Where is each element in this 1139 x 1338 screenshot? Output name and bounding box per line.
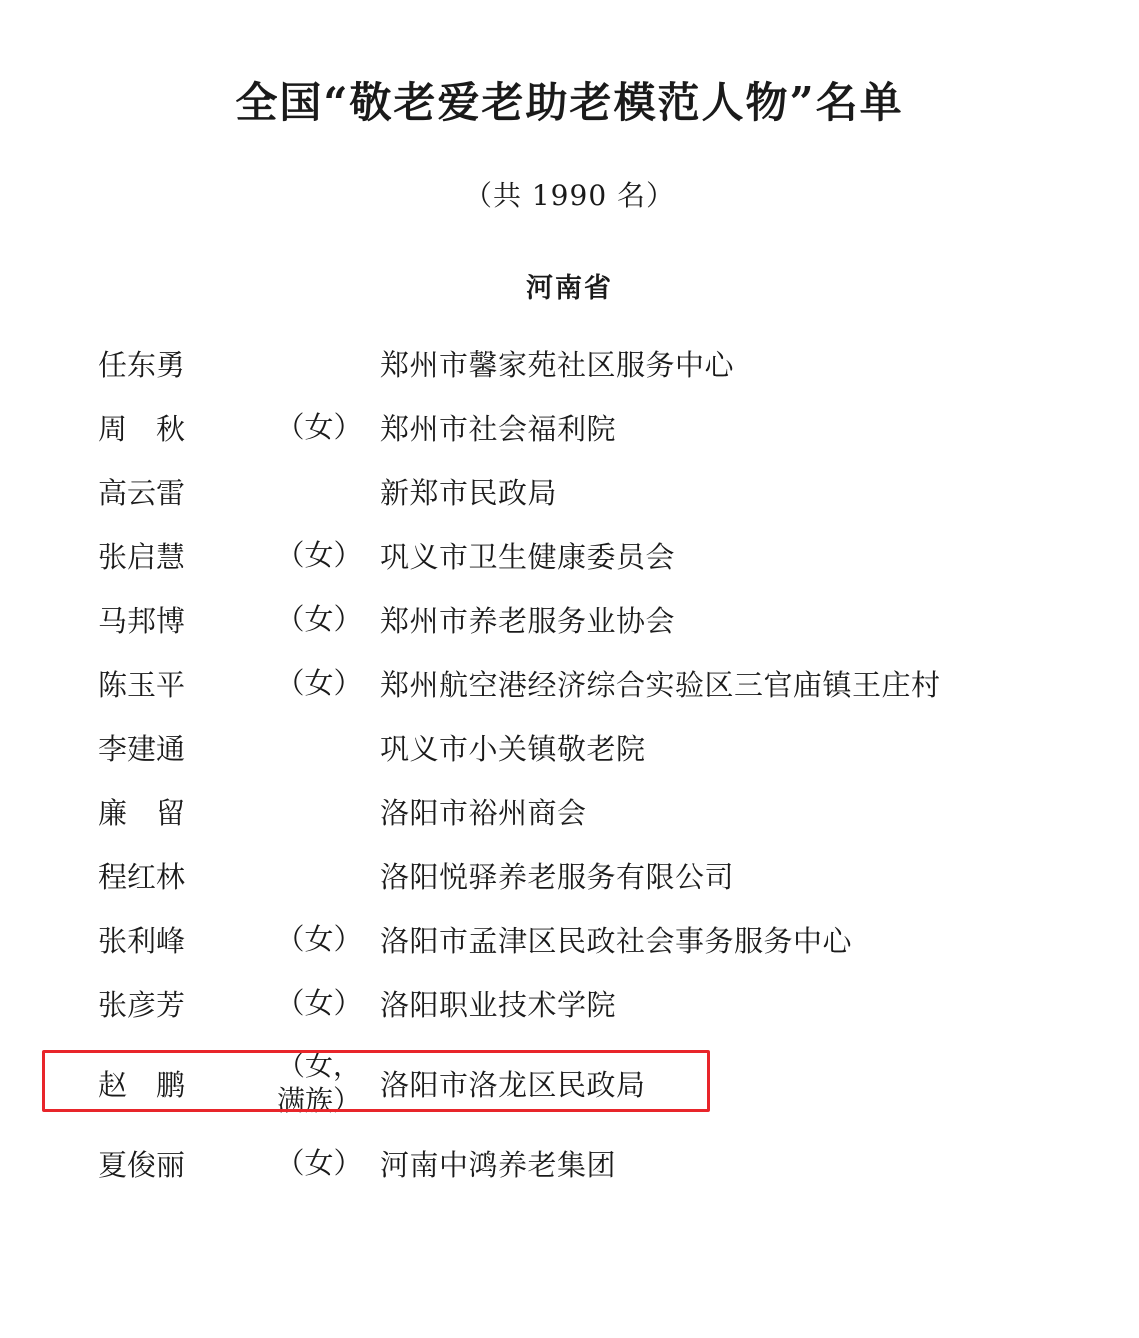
person-organization: 郑州航空港经济综合实验区三官庙镇王庄村 <box>380 667 941 702</box>
list-item <box>0 1035 1139 1131</box>
page-title: 全国“敬老爱老助老模范人物”名单 <box>235 78 904 127</box>
document-page <box>0 78 1139 1338</box>
person-organization: 洛阳悦驿养老服务有限公司 <box>380 859 735 894</box>
list-item <box>0 651 1139 715</box>
list-item <box>0 907 1139 971</box>
list-item <box>0 715 1139 779</box>
person-note: （女） <box>275 921 363 956</box>
list-item <box>0 1131 1139 1195</box>
section-heading: 河南省 <box>526 273 613 305</box>
list-item <box>0 459 1139 523</box>
person-organization: 洛阳职业技术学院 <box>380 987 617 1022</box>
person-name: 马邦博 <box>98 603 186 638</box>
person-name: 高云雷 <box>98 475 186 510</box>
person-organization: 洛阳市洛龙区民政局 <box>380 1067 646 1102</box>
person-name: 张彦芳 <box>98 987 186 1022</box>
list-item <box>0 523 1139 587</box>
person-organization: 洛阳市裕州商会 <box>380 795 587 830</box>
person-name: 张启慧 <box>98 539 186 574</box>
person-organization: 洛阳市孟津区民政社会事务服务中心 <box>380 923 853 958</box>
person-note: （女） <box>275 601 363 636</box>
person-name: 夏俊丽 <box>98 1147 186 1182</box>
person-name: 廉 留 <box>98 795 186 830</box>
list-item <box>0 843 1139 907</box>
person-organization: 郑州市养老服务业协会 <box>380 603 676 638</box>
page-subtitle: （共 1990 名） <box>463 179 676 213</box>
person-organization: 郑州市馨家苑社区服务中心 <box>380 347 735 382</box>
person-name: 周 秋 <box>98 411 186 446</box>
person-note: （女） <box>275 985 363 1020</box>
list-item <box>0 587 1139 651</box>
person-note: （女） <box>275 1145 363 1180</box>
person-note: （女） <box>275 409 363 444</box>
list-item <box>0 331 1139 395</box>
person-name: 任东勇 <box>98 347 186 382</box>
person-name: 张利峰 <box>98 923 186 958</box>
person-name: 赵 鹏 <box>98 1067 186 1102</box>
person-note: （女） <box>275 665 363 700</box>
person-organization: 郑州市社会福利院 <box>380 411 617 446</box>
person-organization: 巩义市卫生健康委员会 <box>380 539 676 574</box>
name-list <box>0 331 1139 1195</box>
person-organization: 河南中鸿养老集团 <box>380 1147 617 1182</box>
list-item <box>0 395 1139 459</box>
person-organization: 新郑市民政局 <box>380 475 558 510</box>
person-organization: 巩义市小关镇敬老院 <box>380 731 646 766</box>
person-note: （女， 满族） <box>276 1048 361 1118</box>
list-item <box>0 779 1139 843</box>
person-name: 李建通 <box>98 731 186 766</box>
person-name: 程红林 <box>98 859 186 894</box>
list-item <box>0 971 1139 1035</box>
person-name: 陈玉平 <box>98 667 186 702</box>
person-note: （女） <box>275 537 363 572</box>
